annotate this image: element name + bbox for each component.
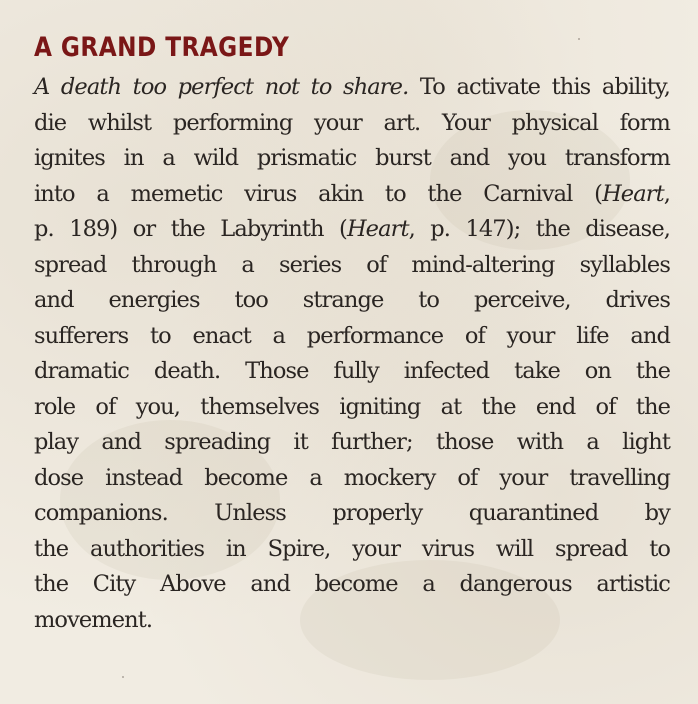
text-line xyxy=(34,177,670,213)
text-line xyxy=(34,141,670,177)
ability-description xyxy=(34,70,670,638)
text-run: ignites in a wild prismatic burst and you transform xyxy=(34,145,670,171)
text-run: and energies too strange to perceive, drives xyxy=(34,287,670,313)
text-line xyxy=(34,532,670,568)
text-run: dose instead become a mockery of your travelling xyxy=(34,464,670,491)
text-line xyxy=(34,496,670,532)
paper-speck xyxy=(578,38,580,40)
italic-text: A death too perfect not to share. xyxy=(34,74,409,100)
text-run: companions. Unless properly quarantined by xyxy=(34,500,670,526)
text-line xyxy=(34,390,670,426)
text-run: p. 189) or the Labyrinth ( xyxy=(34,216,347,242)
text-line xyxy=(34,212,670,248)
text-run: sufferers to enact a performance of your life and xyxy=(34,322,670,349)
text-run: dramatic death. Those fully infected take on the xyxy=(34,358,670,384)
text-run: , p. 147); the disease, xyxy=(408,216,670,242)
text-line xyxy=(34,70,670,106)
text-line xyxy=(34,603,670,639)
italic-text: Heart xyxy=(346,216,409,242)
text-line xyxy=(34,354,670,390)
text-run: spread through a series of mind-altering syllables xyxy=(34,251,670,278)
text-run: die whilst performing your art. Your physical form xyxy=(34,109,670,136)
text-run: play and spreading it further; those with a light xyxy=(34,429,670,455)
text-run: movement. xyxy=(34,606,153,633)
text-line xyxy=(34,106,670,142)
paper-speck xyxy=(122,676,124,678)
italic-text: Heart xyxy=(602,180,664,207)
text-line xyxy=(34,461,670,497)
text-line xyxy=(34,567,670,603)
text-run: the authorities in Spire, your virus will spread to xyxy=(34,535,670,562)
section-heading: A GRAND TRAGEDY xyxy=(34,32,290,63)
text-run: the City Above and become a dangerous artistic xyxy=(34,571,670,597)
text-line xyxy=(34,283,670,319)
text-run: role of you, themselves igniting at the end of the xyxy=(34,393,670,420)
text-run: into a memetic virus akin to the Carnival ( xyxy=(34,180,603,207)
text-run: , xyxy=(663,180,670,207)
text-line xyxy=(34,425,670,461)
text-run: To activate this ability, xyxy=(408,74,670,100)
text-line xyxy=(34,248,670,284)
text-line xyxy=(34,319,670,355)
